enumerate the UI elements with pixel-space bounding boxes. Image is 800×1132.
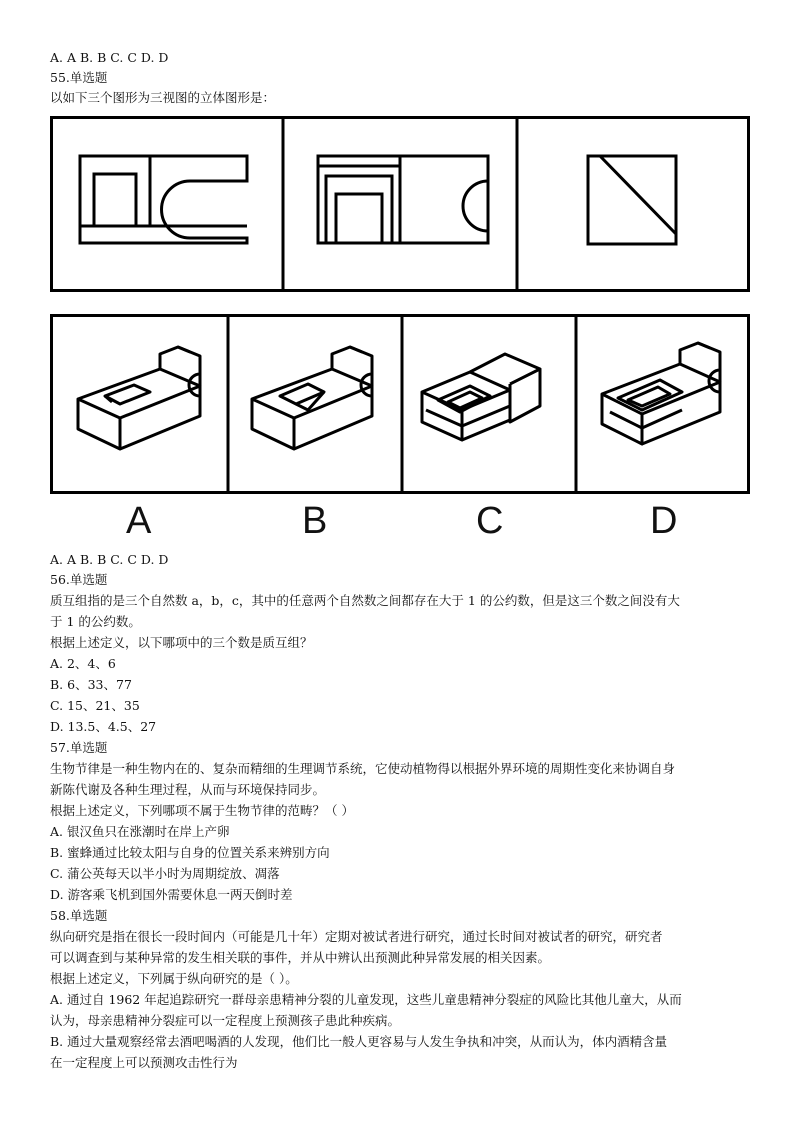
choice-label-b: B bbox=[302, 500, 328, 542]
q55-options: A. A B. B C. C D. D bbox=[50, 552, 169, 567]
q56-question: 根据上述定义，以下哪项中的三个数是质互组？ bbox=[50, 635, 313, 650]
q56-definition-line1: 质互组指的是三个自然数 a，b，c，其中的任意两个自然数之间都存在大于 1 的公约数，但是这三个数之间没有大 bbox=[50, 593, 680, 608]
q57-definition-line1: 生物节律是一种生物内在的、复杂而精细的生理调节系统，它使动植物得以根据外界环境的周期性变化来协调自身 bbox=[50, 761, 676, 776]
choice-label-c: C bbox=[476, 500, 504, 542]
q58-definition-line1: 纵向研究是指在很长一段时间内（可能是几十年）定期对被试者进行研究，通过长时间对被试者的研究，研究者 bbox=[50, 929, 663, 944]
q55-stem: 以如下三个图形为三视图的立体图形是： bbox=[50, 90, 276, 105]
q58-option-b-line1: B. 通过大量观察经常去酒吧喝酒的人发现，他们比一般人更容易与人发生争执和冲突，从而认为，体内酒精含量 bbox=[50, 1034, 668, 1049]
choice-a-solid bbox=[78, 347, 200, 449]
q56-header: 56.单选题 bbox=[50, 572, 108, 587]
answer-choices-figure bbox=[50, 314, 750, 494]
q57-option-d: D. 游客乘飞机到国外需要休息一两天倒时差 bbox=[50, 887, 293, 902]
q58-definition-line2: 可以调查到与某种异常的发生相关联的事件，并从中辨认出预测此种异常发展的相关因素。 bbox=[50, 950, 551, 965]
q55-header: 55.单选题 bbox=[50, 70, 108, 85]
q56-option-a: A. 2、4、6 bbox=[50, 656, 116, 671]
q54-options: A. A B. B C. C D. D bbox=[50, 50, 169, 65]
q56-option-d: D. 13.5、4.5、27 bbox=[50, 719, 157, 734]
choice-d-solid bbox=[602, 343, 720, 444]
q58-header: 58.单选题 bbox=[50, 908, 108, 923]
front-view bbox=[80, 156, 247, 243]
side-view bbox=[318, 156, 488, 243]
q58-option-b-line2: 在一定程度上可以预测攻击性行为 bbox=[50, 1055, 238, 1070]
choice-b-solid bbox=[252, 347, 372, 449]
choice-c-solid bbox=[422, 354, 540, 440]
q57-header: 57.单选题 bbox=[50, 740, 108, 755]
q57-question: 根据上述定义，下列哪项不属于生物节律的范畴？（ ） bbox=[50, 803, 354, 818]
q58-question: 根据上述定义，下列属于纵向研究的是（ ）。 bbox=[50, 971, 298, 986]
q57-option-c: C. 蒲公英每天以半小时为周期绽放、凋落 bbox=[50, 866, 280, 881]
q58-option-a-line1: A. 通过自 1962 年起追踪研究一群母亲患精神分裂的儿童发现，这些儿童患精神分裂症的风险比其他儿童大，从而 bbox=[50, 992, 682, 1007]
choice-label-d: D bbox=[650, 500, 678, 542]
q57-option-b: B. 蜜蜂通过比较太阳与自身的位置关系来辨别方向 bbox=[50, 845, 330, 860]
q57-option-a: A. 银汉鱼只在涨潮时在岸上产卵 bbox=[50, 824, 230, 839]
top-view bbox=[588, 156, 676, 244]
q56-option-c: C. 15、21、35 bbox=[50, 698, 140, 713]
q58-option-a-line2: 认为，母亲患精神分裂症可以一定程度上预测孩子患此种疾病。 bbox=[50, 1013, 401, 1028]
q56-option-b: B. 6、33、77 bbox=[50, 677, 132, 692]
choice-label-a: A bbox=[126, 500, 152, 542]
q56-definition-line2: 于 1 的公约数。 bbox=[50, 614, 141, 629]
q57-definition-line2: 新陈代谢及各种生理过程，从而与环境保持同步。 bbox=[50, 782, 326, 797]
three-view-figure bbox=[50, 116, 750, 292]
